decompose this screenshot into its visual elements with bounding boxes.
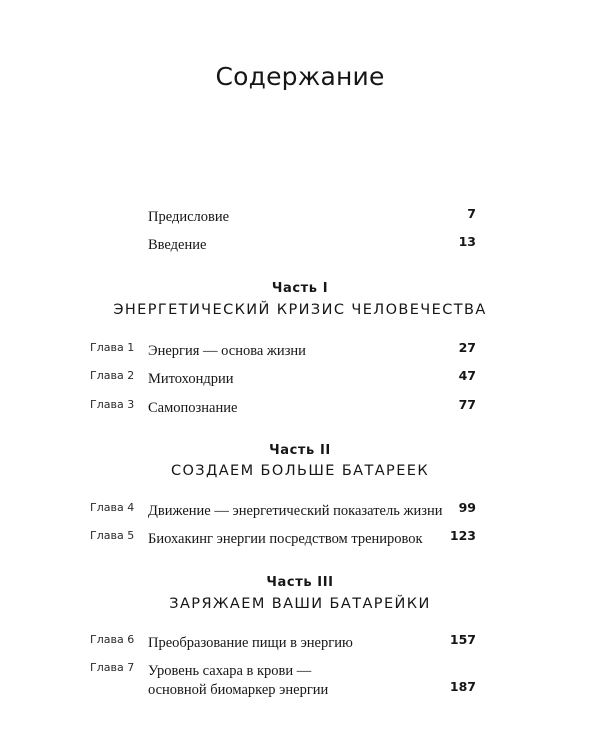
page-number: 77 bbox=[458, 397, 476, 412]
entry-title: Биохакинг энергии посредством тренировок bbox=[148, 531, 423, 547]
page-number: 157 bbox=[449, 632, 476, 647]
page-number: 123 bbox=[449, 528, 476, 543]
entry-title: Самопознание bbox=[148, 400, 238, 416]
page-number: 13 bbox=[458, 234, 476, 249]
page-number: 99 bbox=[458, 500, 476, 515]
chapter-number: Глава 2 bbox=[90, 369, 135, 382]
chapter-number: Глава 3 bbox=[90, 398, 135, 411]
page-number: 47 bbox=[458, 368, 476, 383]
entry-title: Введение bbox=[148, 237, 207, 253]
entry-title: Преобразование пищи в энергию bbox=[148, 635, 353, 651]
page-number: 27 bbox=[458, 340, 476, 355]
part-2-label: Часть II bbox=[269, 443, 331, 458]
entry-title-line-2: основной биомаркер энергии bbox=[148, 682, 329, 698]
entry-title: Митохондрии bbox=[148, 371, 234, 387]
entry-title: Предисловие bbox=[148, 209, 230, 225]
page-title: Содержание bbox=[215, 62, 385, 91]
part-1-label: Часть I bbox=[271, 281, 329, 296]
page-number: 187 bbox=[449, 679, 476, 694]
chapter-number: Глава 1 bbox=[90, 341, 135, 354]
entry-title: Движение — энергетический показатель жизни bbox=[148, 503, 443, 519]
chapter-number: Глава 4 bbox=[90, 501, 135, 514]
part-3-label: Часть III bbox=[266, 575, 334, 590]
part-1-name: ЭНЕРГЕТИЧЕСКИЙ КРИЗИС ЧЕЛОВЕЧЕСТВА bbox=[113, 302, 487, 318]
chapter-number: Глава 7 bbox=[90, 661, 135, 674]
entry-title-line-1: Уровень сахара в крови — bbox=[148, 663, 312, 679]
entry-title: Энергия — основа жизни bbox=[148, 343, 306, 359]
part-3-name: ЗАРЯЖАЕМ ВАШИ БАТАРЕЙКИ bbox=[169, 596, 431, 612]
part-2-name: СОЗДАЕМ БОЛЬШЕ БАТАРЕЕК bbox=[170, 463, 430, 479]
page-number: 7 bbox=[467, 206, 476, 221]
chapter-number: Глава 5 bbox=[90, 529, 135, 542]
chapter-number: Глава 6 bbox=[90, 633, 135, 646]
